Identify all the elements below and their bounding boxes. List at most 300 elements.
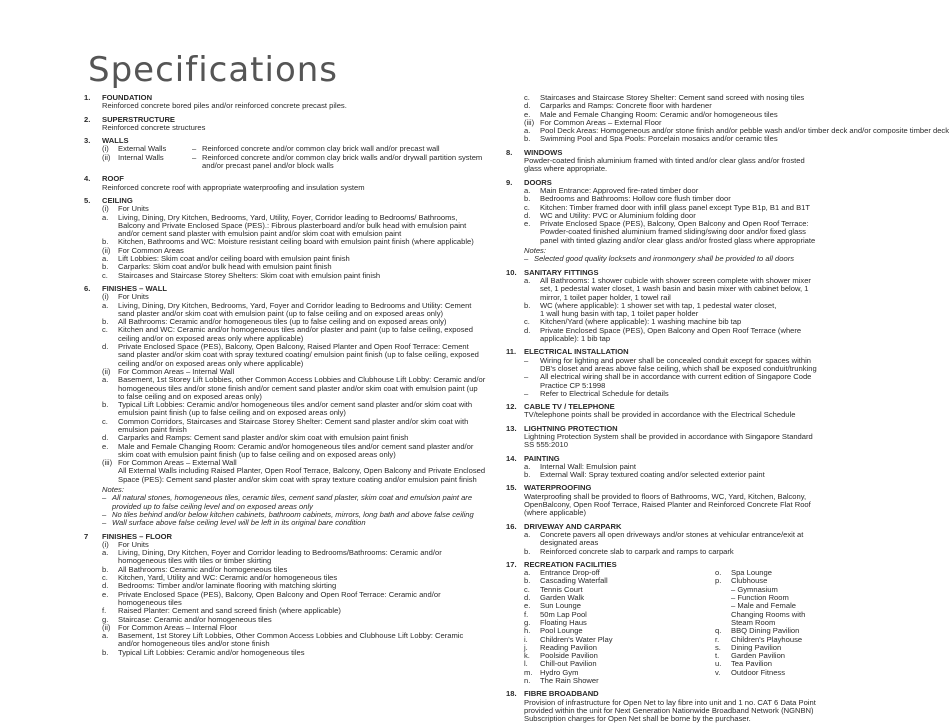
item-marker: e. (524, 219, 531, 229)
item-marker: b. (102, 564, 109, 574)
spec-section (84, 197, 486, 280)
section-title: PAINTING (524, 453, 560, 463)
item-marker: b. (524, 470, 531, 480)
item-marker: c. (524, 317, 530, 327)
item-text: mirror, 1 toilet paper holder, 1 towel rail (540, 292, 671, 302)
section-body (506, 357, 892, 398)
item-text: Kitchen: Timber framed door with infill glass panel except Type B1p, B1 and B1T (540, 202, 811, 212)
section-body (506, 569, 892, 685)
item-marker: (ii) (102, 245, 111, 255)
item-text: Typical Lift Lobbies: Ceramic and/or homogeneous tiles (118, 647, 305, 657)
section-title: CABLE TV / TELEPHONE (524, 402, 615, 412)
item-text: All Bathrooms: Ceramic and/or homogeneous tiles (up to false ceiling and on exposed areas only) (118, 317, 447, 327)
list-item (102, 467, 486, 484)
item-marker: s. (715, 642, 721, 652)
right-column (506, 93, 949, 728)
item-dash: – (192, 144, 197, 154)
item-text: Typical Lift Lobbies: Ceramic and/or homogeneous tiles and/or cement sand plaster and/or skim coat with emulsion paint finish (up to false ceiling and on exposed areas only) (118, 400, 473, 418)
section-body (84, 293, 486, 527)
section-title: SANITARY FITTINGS (524, 267, 599, 277)
note-text: No tiles behind and/or below kitchen cabinets, bathroom cabinets, mirrors, long bath and above false ceiling (112, 509, 474, 519)
item-text: Lift Lobbies: Skim coat and/or ceiling board with emulsion paint finish (118, 254, 350, 264)
facility-name: Entrance Drop-off (540, 568, 600, 578)
facility-name: Garden Pavilion (731, 651, 786, 661)
section-text: Powder-coated finish aluminium framed with tinted and/or clear glass and/or frosted (524, 156, 805, 166)
item-marker (715, 586, 731, 594)
item-text: Kitchen, Yard, Utility and WC: Ceramic and/or homogeneous tiles (118, 573, 338, 583)
facility-name (731, 677, 892, 685)
left-column (84, 94, 486, 662)
item-text: Private Enclosed Space (PES), Open Balcony and Open Roof Terrace (where (540, 325, 802, 335)
section-title: WALLS (102, 136, 129, 146)
item-text: Carparks: Skim coat and/or bulk head with emulsion paint finish (118, 262, 332, 272)
facility-name: Chill-out Pavilion (540, 659, 597, 669)
section-title: WATERPROOFING (524, 483, 592, 493)
item-marker: k. (524, 651, 530, 661)
section-text: Waterproofing shall be provided to floors of Bathrooms, WC, Yard, Kitchen, Balcony, (524, 491, 807, 501)
item-marker: – (524, 388, 529, 398)
section-text: provided within the unit for Next Generation Nationwide Broadband Network (NGNBN) (524, 705, 814, 715)
item-text: DB's closet and areas above false ceiling, which shall be exposed conduit/trunking (540, 363, 817, 373)
item-marker: c. (524, 584, 530, 594)
item-text: Kitchen/Yard (where applicable): 1 washing machine bib tap (540, 317, 742, 327)
spec-section (506, 523, 892, 556)
section-text: Subscription charges for Open Net shall be borne by the purchaser. (524, 714, 751, 724)
item-marker: a. (102, 375, 109, 385)
spec-section (84, 116, 486, 133)
spec-section (84, 94, 486, 111)
note-dash: – (102, 518, 107, 528)
spec-section (506, 149, 892, 174)
section-body (506, 277, 892, 343)
facility-name: Tennis Court (540, 584, 583, 594)
item-marker: e. (524, 601, 531, 611)
section-title: ELECTRICAL INSTALLATION (524, 347, 629, 357)
item-marker: – (524, 372, 529, 382)
section-number: 8. (506, 147, 513, 157)
facility-name: – Function Room (731, 593, 789, 603)
section-number: 15. (506, 483, 517, 493)
item-text: applicable): 1 bib tap (540, 334, 611, 344)
item-marker: f. (524, 609, 529, 619)
item-marker: c. (102, 416, 108, 426)
spec-section (506, 403, 892, 420)
section-text: OpenBalcony, Open Roof Terrace, Raised Planter and Reinforced Concrete Flat Roof (524, 500, 811, 510)
section-body (506, 531, 892, 556)
item-marker: v. (715, 667, 721, 677)
list-item (524, 335, 892, 343)
item-marker (524, 335, 540, 343)
item-text: Refer to Electrical Schedule for details (540, 388, 669, 398)
list-item (524, 390, 892, 398)
item-text: Carparks and Ramps: Cement sand plaster and/or skim coat with emulsion paint finish (118, 433, 409, 443)
section-number: 9. (506, 177, 513, 187)
item-text: Reinforced concrete slab to carpark and ramps to carpark (540, 546, 734, 556)
spec-section (506, 484, 892, 517)
item-text: Swimming Pool and Spa Pools: Porcelain mosaics and/or ceramic tiles (540, 134, 778, 144)
section-number: 5. (84, 195, 91, 205)
item-text: Bedrooms and Bathrooms: Hollow core flush timber door (540, 194, 731, 204)
item-marker: (i) (102, 539, 109, 549)
item-text: Powder-coated finished aluminium framed sliding/swing door and/or fixed glass (540, 227, 806, 237)
spec-section (506, 455, 892, 480)
item-text: Wiring for lighting and power shall be concealed conduit except for spaces within (540, 355, 811, 365)
item-text: For Common Areas – Internal Floor (118, 622, 238, 632)
spec-section (506, 690, 892, 723)
item-text: Basement, 1st Storey Lift Lobbies, Other Common Access Lobbies and Clubhouse Lift Lobby: Ceramic and/or homogeneous tiles and/or stone finish (118, 631, 464, 649)
item-marker: h. (524, 626, 531, 636)
section-number: 18. (506, 689, 517, 699)
item-text: Living, Dining, Dry Kitchen, Bedrooms, Yard, Foyer and Corridor leading to Bedrooms and Utility: Cement sand plaster and/or skim coat with emulsion paint (up to false ceiling and on exposed areas only) (118, 300, 472, 318)
item-marker (715, 594, 731, 602)
item-marker: m. (524, 667, 533, 677)
list-item (102, 549, 486, 566)
item-marker (715, 611, 731, 619)
item-text: Private Enclosed Space (PES), Balcony, Open Balcony, Raised Planter and Open Roof Terrace: Cement sand plaster and/or skim coat with spray textured coating/ emulsion paint finish (up to false ceiling, exposed ceiling and/or on exposed areas only where applicable) (118, 342, 479, 368)
item-marker: a. (102, 548, 109, 558)
item-text: 1 wall hung basin with tap, 1 toilet paper holder (540, 309, 699, 319)
facility-name: – Gymnasium (731, 584, 778, 594)
item-marker: d. (524, 210, 531, 220)
section-body (506, 699, 892, 724)
section-body (506, 493, 892, 518)
item-marker: d. (524, 101, 531, 111)
item-marker: – (524, 355, 529, 365)
item-marker: c. (524, 202, 530, 212)
item-text: All Bathrooms: Ceramic and/or homogeneous tiles (118, 564, 288, 574)
list-item (102, 376, 486, 401)
item-marker: c. (102, 573, 108, 583)
item-marker (715, 602, 731, 610)
item-text: Raised Planter: Cement and sand screed finish (where applicable) (118, 606, 341, 616)
section-body (84, 102, 486, 110)
note-item (102, 519, 486, 527)
item-text: panel with tinted glazing and/or clear glass and/or frosted glass where appropriate (540, 235, 816, 245)
item-text: Kitchen and WC: Ceramic and/or homogeneous tiles and/or plaster and paint (up to false ceiling, exposed ceiling and/or on exposed areas only where applicable) (118, 325, 474, 343)
facility-name: Tea Pavilion (731, 659, 772, 669)
item-marker: a. (102, 300, 109, 310)
item-text: Kitchen, Bathrooms and WC: Moisture resistant ceiling board with emulsion paint finish (where applicable) (118, 237, 474, 247)
facility-name: Children's Playhouse (731, 634, 803, 644)
item-marker: d. (524, 325, 531, 335)
spec-section (506, 269, 892, 344)
list-item (102, 272, 486, 280)
item-marker: c. (102, 270, 108, 280)
item-marker: (i) (102, 144, 109, 154)
item-text: For Common Areas – Internal Wall (118, 366, 235, 376)
item-text: Concrete pavers all open driveways and/or stones at vehicular entrance/exit at (540, 529, 804, 539)
item-marker: o. (715, 568, 722, 578)
item-marker: (ii) (102, 622, 111, 632)
item-text: For Common Areas (118, 245, 184, 255)
section-text: Reinforced concrete structures (102, 122, 206, 132)
note-text: All natural stones, homogeneous tiles, ceramic tiles, cement sand plaster, skim coat and emulsion paint are provided up to false ceiling level and on exposed areas only (112, 493, 473, 511)
section-body (506, 157, 892, 174)
item-marker: q. (715, 626, 722, 636)
item-text: Bedrooms: Timber and/or laminate flooring with matching skirting (118, 581, 337, 591)
item-marker: b. (524, 546, 531, 556)
section-body (506, 463, 892, 480)
section-title: FINISHES – WALL (102, 283, 167, 293)
spec-section (84, 137, 486, 170)
note-dash: – (524, 254, 529, 264)
item-marker: a. (102, 631, 109, 641)
item-marker: a. (524, 568, 531, 578)
item-marker: t. (715, 651, 720, 661)
item-text: Practice CP 5:1998 (540, 380, 606, 390)
item-marker: b. (524, 134, 531, 144)
section-body (84, 541, 486, 657)
section-body (506, 411, 892, 419)
item-text: Living, Dining, Dry Kitchen, Bedrooms, Yard, Utility, Foyer, Corridor leading to Bedrooms/ Bathrooms, Balcony and Private Enclosed Space (PES).: Fibrous plasterboard and/or bulk head with emulsion paint and/or cement sand plaster with emulsion paint and/or skim coat with emulsion paint (118, 212, 467, 239)
item-text: set, 1 pedestal water closet, 1 wash basin and basin mixer with cabinet below, 1 (540, 284, 809, 294)
section-text: (where applicable) (524, 508, 587, 518)
facility-name: Poolside Pavilion (540, 651, 598, 661)
section-number: 16. (506, 521, 517, 531)
item-marker: b. (524, 576, 531, 586)
item-marker: g. (102, 614, 109, 624)
section-text: Provision of infrastructure for Open Net to lay fibre into unit and 1 no. CAT 6 Data Point (524, 697, 816, 707)
item-text: Living, Dining, Dry Kitchen, Foyer and Corridor leading to Bedrooms/Bathrooms: Ceramic and/or homogeneous tiles with tiles or timber skirting (118, 548, 442, 566)
list-item (102, 649, 486, 657)
wall-label: Internal Walls (118, 152, 164, 162)
facility-name: Children's Water Play (540, 634, 613, 644)
item-marker: r. (715, 634, 720, 644)
list-item (102, 418, 486, 435)
section-number: 1. (84, 93, 91, 102)
facility-name: Outdoor Fitness (731, 667, 786, 677)
item-marker: (iii) (524, 117, 535, 127)
spec-section (84, 533, 486, 657)
wall-label: External Walls (118, 144, 167, 154)
item-text: External Wall: Spray textured coating and/or selected exterior paint (540, 470, 765, 480)
item-marker: d. (102, 433, 109, 443)
note-item (524, 255, 892, 263)
section-text: Lightning Protection System shall be provided in accordance with Singapore Standard (524, 431, 813, 441)
section-text: SS 555:2010 (524, 440, 568, 450)
section-title: WINDOWS (524, 147, 563, 157)
section-number: 3. (84, 136, 91, 146)
facility-name: – Male and Female (731, 601, 797, 611)
note-dash: – (102, 493, 107, 503)
notes-label: Notes: (524, 246, 546, 256)
item-marker: a. (524, 461, 531, 471)
item-text: Main Entrance: Approved fire-rated timber door (540, 185, 699, 195)
note-text: Selected good quality locksets and ironmongery shall be provided to all doors (534, 254, 795, 264)
item-text: Staircases and Staircase Storey Shelter: Cement sand screed with nosing tiles (540, 93, 805, 102)
item-marker: i. (524, 634, 528, 644)
item-marker: b. (102, 262, 109, 272)
section-number: 14. (506, 453, 517, 463)
note-text: Wall surface above false ceiling level will be left in its original bare condition (112, 518, 366, 528)
item-text: Carparks and Ramps: Concrete floor with hardener (540, 101, 712, 111)
list-item (102, 632, 486, 649)
item-marker: a. (102, 212, 109, 222)
item-text: All electrical wiring shall be in accordance with current edition of Singapore Code (540, 372, 812, 382)
item-text: Staircases and Staircase Storey Shelters: Skim coat with emulsion paint finish (118, 270, 381, 280)
list-item (524, 237, 892, 245)
section-number: 2. (84, 114, 91, 124)
item-text: WC (where applicable): 1 shower set with tap, 1 pedestal water closet, (540, 300, 777, 310)
item-text: Basement, 1st Storey Lift Lobbies, other Common Access Lobbies and Clubhouse Lift Lobby: Ceramic and/or homogeneous tiles and/or stone finish and/or cement sand plaster and/or skim coat with emulsion paint (up to false ceiling and on exposed areas only) (118, 375, 486, 401)
spec-section (84, 175, 486, 192)
item-marker: (i) (102, 292, 109, 302)
item-marker: a. (524, 529, 531, 539)
item-marker (524, 285, 540, 293)
item-marker: d. (524, 593, 531, 603)
facility-name: 50m Lap Pool (540, 609, 587, 619)
item-marker: (iii) (102, 458, 113, 468)
item-marker: e. (102, 441, 109, 451)
item-marker: g. (524, 617, 531, 627)
walls-table (102, 145, 486, 170)
item-text: Common Corridors, Staircases and Staircase Storey Shelter: Cement sand plaster and/or skim coat with emulsion paint finish (118, 416, 469, 434)
list-item (102, 343, 486, 368)
section-number: 4. (84, 174, 91, 184)
facility-name: Floating Haus (540, 617, 587, 627)
section-title: ROOF (102, 174, 124, 184)
spec-section (506, 425, 892, 450)
item-marker: (ii) (102, 366, 111, 376)
section-text: TV/telephone points shall be provided in accordance with the Electrical Schedule (524, 410, 796, 420)
list-item (102, 443, 486, 460)
note-dash: – (102, 509, 107, 519)
item-marker: j. (524, 642, 528, 652)
section-title: CEILING (102, 195, 133, 205)
item-marker: (i) (102, 204, 109, 214)
facility-name: Dining Pavilion (731, 642, 782, 652)
wall-text: Reinforced concrete and/or common clay brick walls and/or drywall partition system and/or precast panel and/or block walls (202, 152, 483, 171)
item-marker: b. (524, 194, 531, 204)
item-marker: a. (524, 185, 531, 195)
section-number: 12. (506, 402, 517, 412)
item-marker: a. (102, 254, 109, 264)
section-number: 7 (84, 531, 89, 541)
section-number: 13. (506, 423, 517, 433)
section-body (84, 205, 486, 280)
item-marker: (ii) (102, 152, 111, 162)
item-marker (524, 228, 540, 236)
item-marker (524, 237, 540, 245)
item-text: Male and Female Changing Room: Ceramic and/or homogeneous tiles and/or cement sand plaster and/or skim coat with emulsion paint finish (up to false ceiling and on exposed areas only) (118, 441, 474, 459)
wall-text: Reinforced concrete and/or common clay brick wall and/or precast wall (202, 144, 440, 154)
item-text: For Common Areas – External Wall (118, 458, 237, 468)
section-body (84, 145, 486, 170)
item-text: For Units (118, 204, 149, 214)
note-item (102, 494, 486, 511)
item-marker: e. (524, 109, 531, 119)
item-text: Staircase: Ceramic and/or homogeneous tiles (118, 614, 272, 624)
floor-finishes-continued (506, 93, 949, 144)
section-title: DRIVEWAY AND CARPARK (524, 521, 622, 531)
item-marker (102, 467, 118, 484)
list-item (102, 214, 486, 239)
facility-name: Cascading Waterfall (540, 576, 608, 586)
facility-name: BBQ Dining Pavilion (731, 626, 800, 636)
spec-section (506, 348, 892, 398)
item-text: Male and Female Changing Room: Ceramic and/or homogeneous tiles (540, 109, 778, 119)
section-number: 11. (506, 347, 517, 357)
list-item (524, 548, 892, 556)
item-marker: a. (524, 126, 531, 136)
notes-label: Notes: (102, 485, 124, 495)
section-title: DOORS (524, 177, 552, 187)
item-marker: b. (524, 300, 531, 310)
spec-section (506, 561, 892, 685)
recreation-facilities-table (524, 569, 892, 685)
facility-name: Spa Lounge (731, 568, 772, 578)
item-text: WC and Utility: PVC or Aluminium folding door (540, 210, 696, 220)
section-text: glass where appropriate. (524, 164, 608, 174)
item-marker: b. (102, 317, 109, 327)
list-item (102, 302, 486, 319)
facility-name: Clubhouse (731, 576, 768, 586)
item-marker: u. (715, 659, 722, 669)
section-number: 10. (506, 267, 517, 277)
section-body (84, 184, 486, 192)
item-marker: p. (715, 576, 722, 586)
spec-section (506, 179, 892, 264)
item-marker: b. (102, 647, 109, 657)
item-text: For Common Areas – External Floor (540, 117, 662, 127)
item-marker: b. (102, 400, 109, 410)
page-title: Specifications (88, 50, 339, 90)
item-dash: – (192, 152, 197, 162)
facility-name: Reading Pavilion (540, 642, 597, 652)
list-item (524, 135, 892, 143)
item-text: For Units (118, 539, 149, 549)
list-item (102, 326, 486, 343)
list-item (102, 591, 486, 608)
section-title: FOUNDATION (102, 93, 153, 102)
item-text: designated areas (540, 538, 599, 548)
facility-name: Garden Walk (540, 593, 585, 603)
list-item (524, 471, 892, 479)
item-marker: a. (524, 275, 531, 285)
notes-block (102, 486, 486, 527)
item-text: All External Walls including Raised Planter, Open Roof Terrace, Balcony, Open Balcony and Private Enclosed Space (PES): Cement sand plaster and/or skim coat with spray texture coating and/or emulsion paint finish (118, 466, 486, 484)
section-text: Reinforced concrete bored piles and/or reinforced concrete precast piles. (102, 101, 347, 111)
facility-name: Steam Room (731, 617, 776, 627)
item-marker: l. (524, 659, 528, 669)
section-title: FIBRE BROADBAND (524, 689, 599, 699)
item-text: For Units (118, 292, 149, 302)
list-item (102, 401, 486, 418)
section-number: 17. (506, 559, 517, 569)
item-marker: d. (102, 342, 109, 352)
section-title: RECREATION FACILITIES (524, 559, 617, 569)
section-title: LIGHTNING PROTECTION (524, 423, 618, 433)
item-text: Private Enclosed Space (PES), Balcony, Open Balcony and Open Roof Terrace: Ceramic and/or homogeneous tiles (118, 589, 441, 607)
item-marker (715, 677, 731, 685)
item-marker: c. (524, 93, 530, 102)
section-title: SUPERSTRUCTURE (102, 114, 175, 124)
section-title: FINISHES – FLOOR (102, 531, 173, 541)
section-body (506, 433, 892, 450)
item-text: Pool Deck Areas: Homogeneous and/or stone finish and/or pebble wash and/or timber deck and/or composite timber deck (540, 126, 949, 136)
facility-name: The Rain Shower (540, 676, 599, 685)
item-marker: e. (102, 589, 109, 599)
section-number: 6. (84, 283, 91, 293)
item-marker: b. (102, 237, 109, 247)
section-body (84, 124, 486, 132)
facility-name: Changing Rooms with (731, 609, 806, 619)
item-marker: c. (102, 325, 108, 335)
facility-name: Hydro Gym (540, 667, 579, 677)
item-marker: f. (102, 606, 107, 616)
spec-section (84, 285, 486, 528)
item-text: Internal Wall: Emulsion paint (540, 461, 636, 471)
